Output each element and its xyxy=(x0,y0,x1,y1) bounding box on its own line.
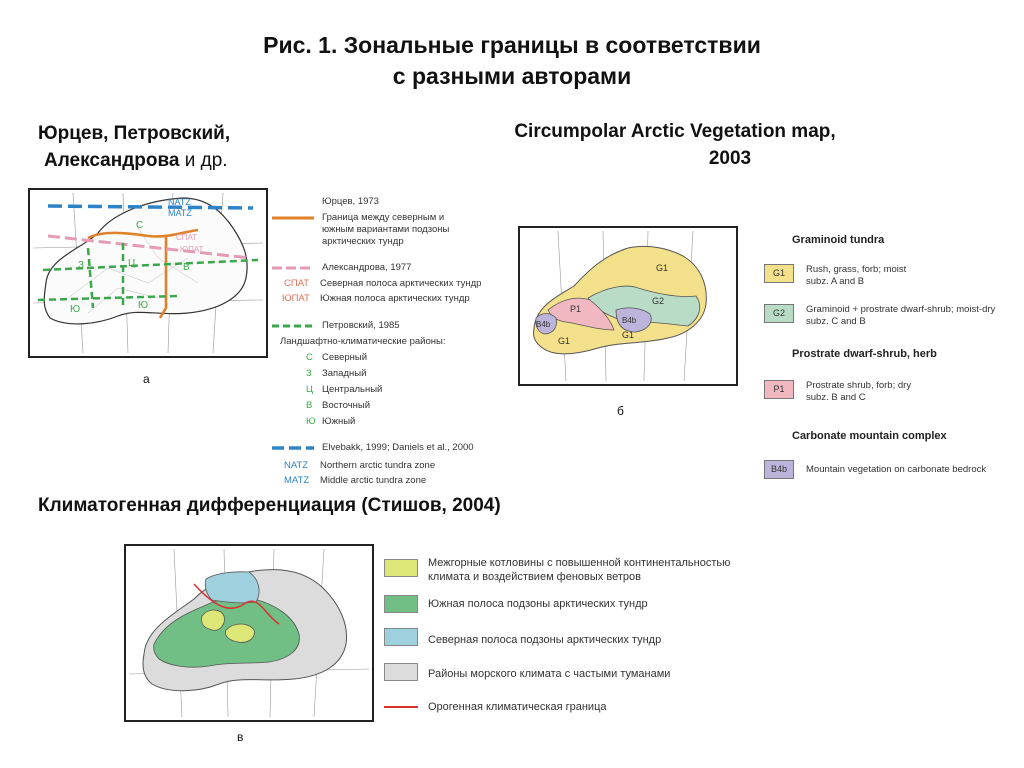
region-code-ts: Ц xyxy=(306,384,314,395)
legend-g1-l2: subz. A and B xyxy=(806,276,865,287)
left-heading-bold: Александрова xyxy=(44,150,180,171)
region-code-z: З xyxy=(306,368,312,379)
legend-g1-swatch: G1 xyxy=(764,264,794,283)
right-heading-line2: 2003 xyxy=(708,148,752,169)
region-name-ts: Центральный xyxy=(322,384,383,395)
panel-b-b4b2-label: B4b xyxy=(622,316,637,325)
legend-yupat-code: ЮПАТ xyxy=(282,293,310,304)
legend-yupat-text: Южная полоса арктических тундр xyxy=(320,293,470,304)
legend-g2-swatch: G2 xyxy=(764,304,794,323)
legend-aleksandrova: Александрова, 1977 xyxy=(322,262,412,273)
legend-v-blue-swatch xyxy=(384,628,418,646)
legend-yurtsev: Юрцев, 1973 xyxy=(322,196,379,207)
legend-natz-text: Northern arctic tundra zone xyxy=(320,460,436,471)
legend-b4b-text: Mountain vegetation on carbonate bedrock xyxy=(806,464,987,475)
figure-title xyxy=(0,30,1024,92)
panel-b-b4b-label: B4b xyxy=(536,320,551,329)
panel-a-ts-label: Ц xyxy=(128,258,136,269)
figure-title-line2: с разными авторами xyxy=(392,63,632,89)
legend-v-item3: Северная полоса подзоны арктических тундр xyxy=(428,634,662,646)
panel-v-map xyxy=(124,544,374,722)
legend-g2-l2: subz. C and B xyxy=(806,316,866,327)
panel-a-yu1-label: Ю xyxy=(70,304,81,315)
legend-petrovsky: Петровский, 1985 xyxy=(322,320,400,331)
legend-p1-swatch: P1 xyxy=(764,380,794,399)
legend-g1-l1: Rush, grass, forb; moist xyxy=(806,264,907,275)
region-name-yu: Южный xyxy=(322,416,356,427)
region-name-z: Западный xyxy=(322,368,367,379)
legend-spat-code: СПАТ xyxy=(284,278,310,289)
left-heading-line1: Юрцев, Петровский, xyxy=(38,123,231,144)
legend-v-green-swatch xyxy=(384,595,418,613)
panel-b-map xyxy=(518,226,738,386)
panel-a-s-label: С xyxy=(136,220,144,231)
panel-b-g2-label: G2 xyxy=(652,296,665,306)
legend-matz-text: Middle arctic tundra zone xyxy=(320,475,427,486)
figure-title-line1: Рис. 1. Зональные границы в соответствии xyxy=(263,32,761,58)
region-code-s: С xyxy=(306,352,313,363)
panel-b-p1-label: P1 xyxy=(570,304,582,314)
panel-a-label: а xyxy=(143,372,150,386)
legend-spat-text: Северная полоса арктических тундр xyxy=(320,278,482,289)
legend-v-item4: Районы морского климата с частыми туманами xyxy=(428,668,671,680)
legend-p1-l1: Prostrate shrub, forb; dry xyxy=(806,380,912,391)
legend-v-item1-l2: климата и воздействием феновых ветров xyxy=(428,571,641,583)
panel-b-label: б xyxy=(617,404,624,418)
legend-carbonate-title: Carbonate mountain complex xyxy=(792,430,947,442)
panel-a-matz-label: MATZ xyxy=(168,208,192,218)
legend-p1-l2: subz. B and C xyxy=(806,392,866,403)
panel-a-legend xyxy=(270,192,510,486)
legend-v-red-line xyxy=(384,706,418,708)
panel-a-yu2-label: Ю xyxy=(138,300,149,311)
panel-a-spat-label: СПАТ xyxy=(176,233,198,242)
region-code-v: В xyxy=(306,400,313,411)
region-code-yu: Ю xyxy=(306,416,316,427)
legend-elvebakk: Elvebakk, 1999; Daniels et al., 2000 xyxy=(322,442,474,453)
panel-a-yupat-label: ЮПАТ xyxy=(180,245,204,254)
panel-a-z-label: З xyxy=(78,260,85,271)
legend-boundary-l3: арктических тундр xyxy=(322,236,404,247)
left-heading-line2 xyxy=(38,147,230,174)
panel-a-natz-label: NATZ xyxy=(168,197,191,207)
legend-v-item1-l1: Межгорные котловины с повышенной континентальностью xyxy=(428,557,731,569)
legend-matz-code: MATZ xyxy=(284,475,310,486)
legend-prostrate-title: Prostrate dwarf-shrub, herb xyxy=(792,348,937,360)
panel-b-g1b-label: G1 xyxy=(558,336,571,346)
panel-v-label: в xyxy=(237,730,244,744)
panel-a-v-label: В xyxy=(183,262,190,273)
bottom-heading: Климатогенная дифференциация (Стишов, 2004) xyxy=(38,495,501,516)
legend-v-yellow-swatch xyxy=(384,559,418,577)
legend-g2-l1: Graminoid + prostrate dwarf-shrub; moist-dry xyxy=(806,304,996,315)
legend-v-item5: Орогенная климатическая граница xyxy=(428,701,607,713)
region-name-s: Северный xyxy=(322,352,368,363)
region-name-v: Восточный xyxy=(322,400,371,411)
right-heading-line1: Circumpolar Arctic Vegetation map, xyxy=(514,121,836,142)
legend-v-gray-swatch xyxy=(384,663,418,681)
panel-b-g1c-label: G1 xyxy=(622,330,635,340)
panel-b-g1a-label: G1 xyxy=(656,263,669,273)
right-heading xyxy=(450,118,900,172)
legend-b4b-swatch: B4b xyxy=(764,460,794,479)
legend-natz-code: NATZ xyxy=(284,460,309,471)
left-heading xyxy=(38,120,230,174)
legend-regions-title: Ландшафтно-климатические районы: xyxy=(280,336,446,347)
legend-boundary-l1: Граница между северным и xyxy=(322,212,445,223)
legend-v-item2: Южная полоса подзоны арктических тундр xyxy=(428,598,648,610)
legend-graminoid-title: Graminoid tundra xyxy=(792,234,885,246)
left-heading-rest: и др. xyxy=(179,150,228,171)
panel-a-map xyxy=(28,188,268,358)
legend-boundary-l2: южным вариантами подзоны xyxy=(322,224,450,235)
